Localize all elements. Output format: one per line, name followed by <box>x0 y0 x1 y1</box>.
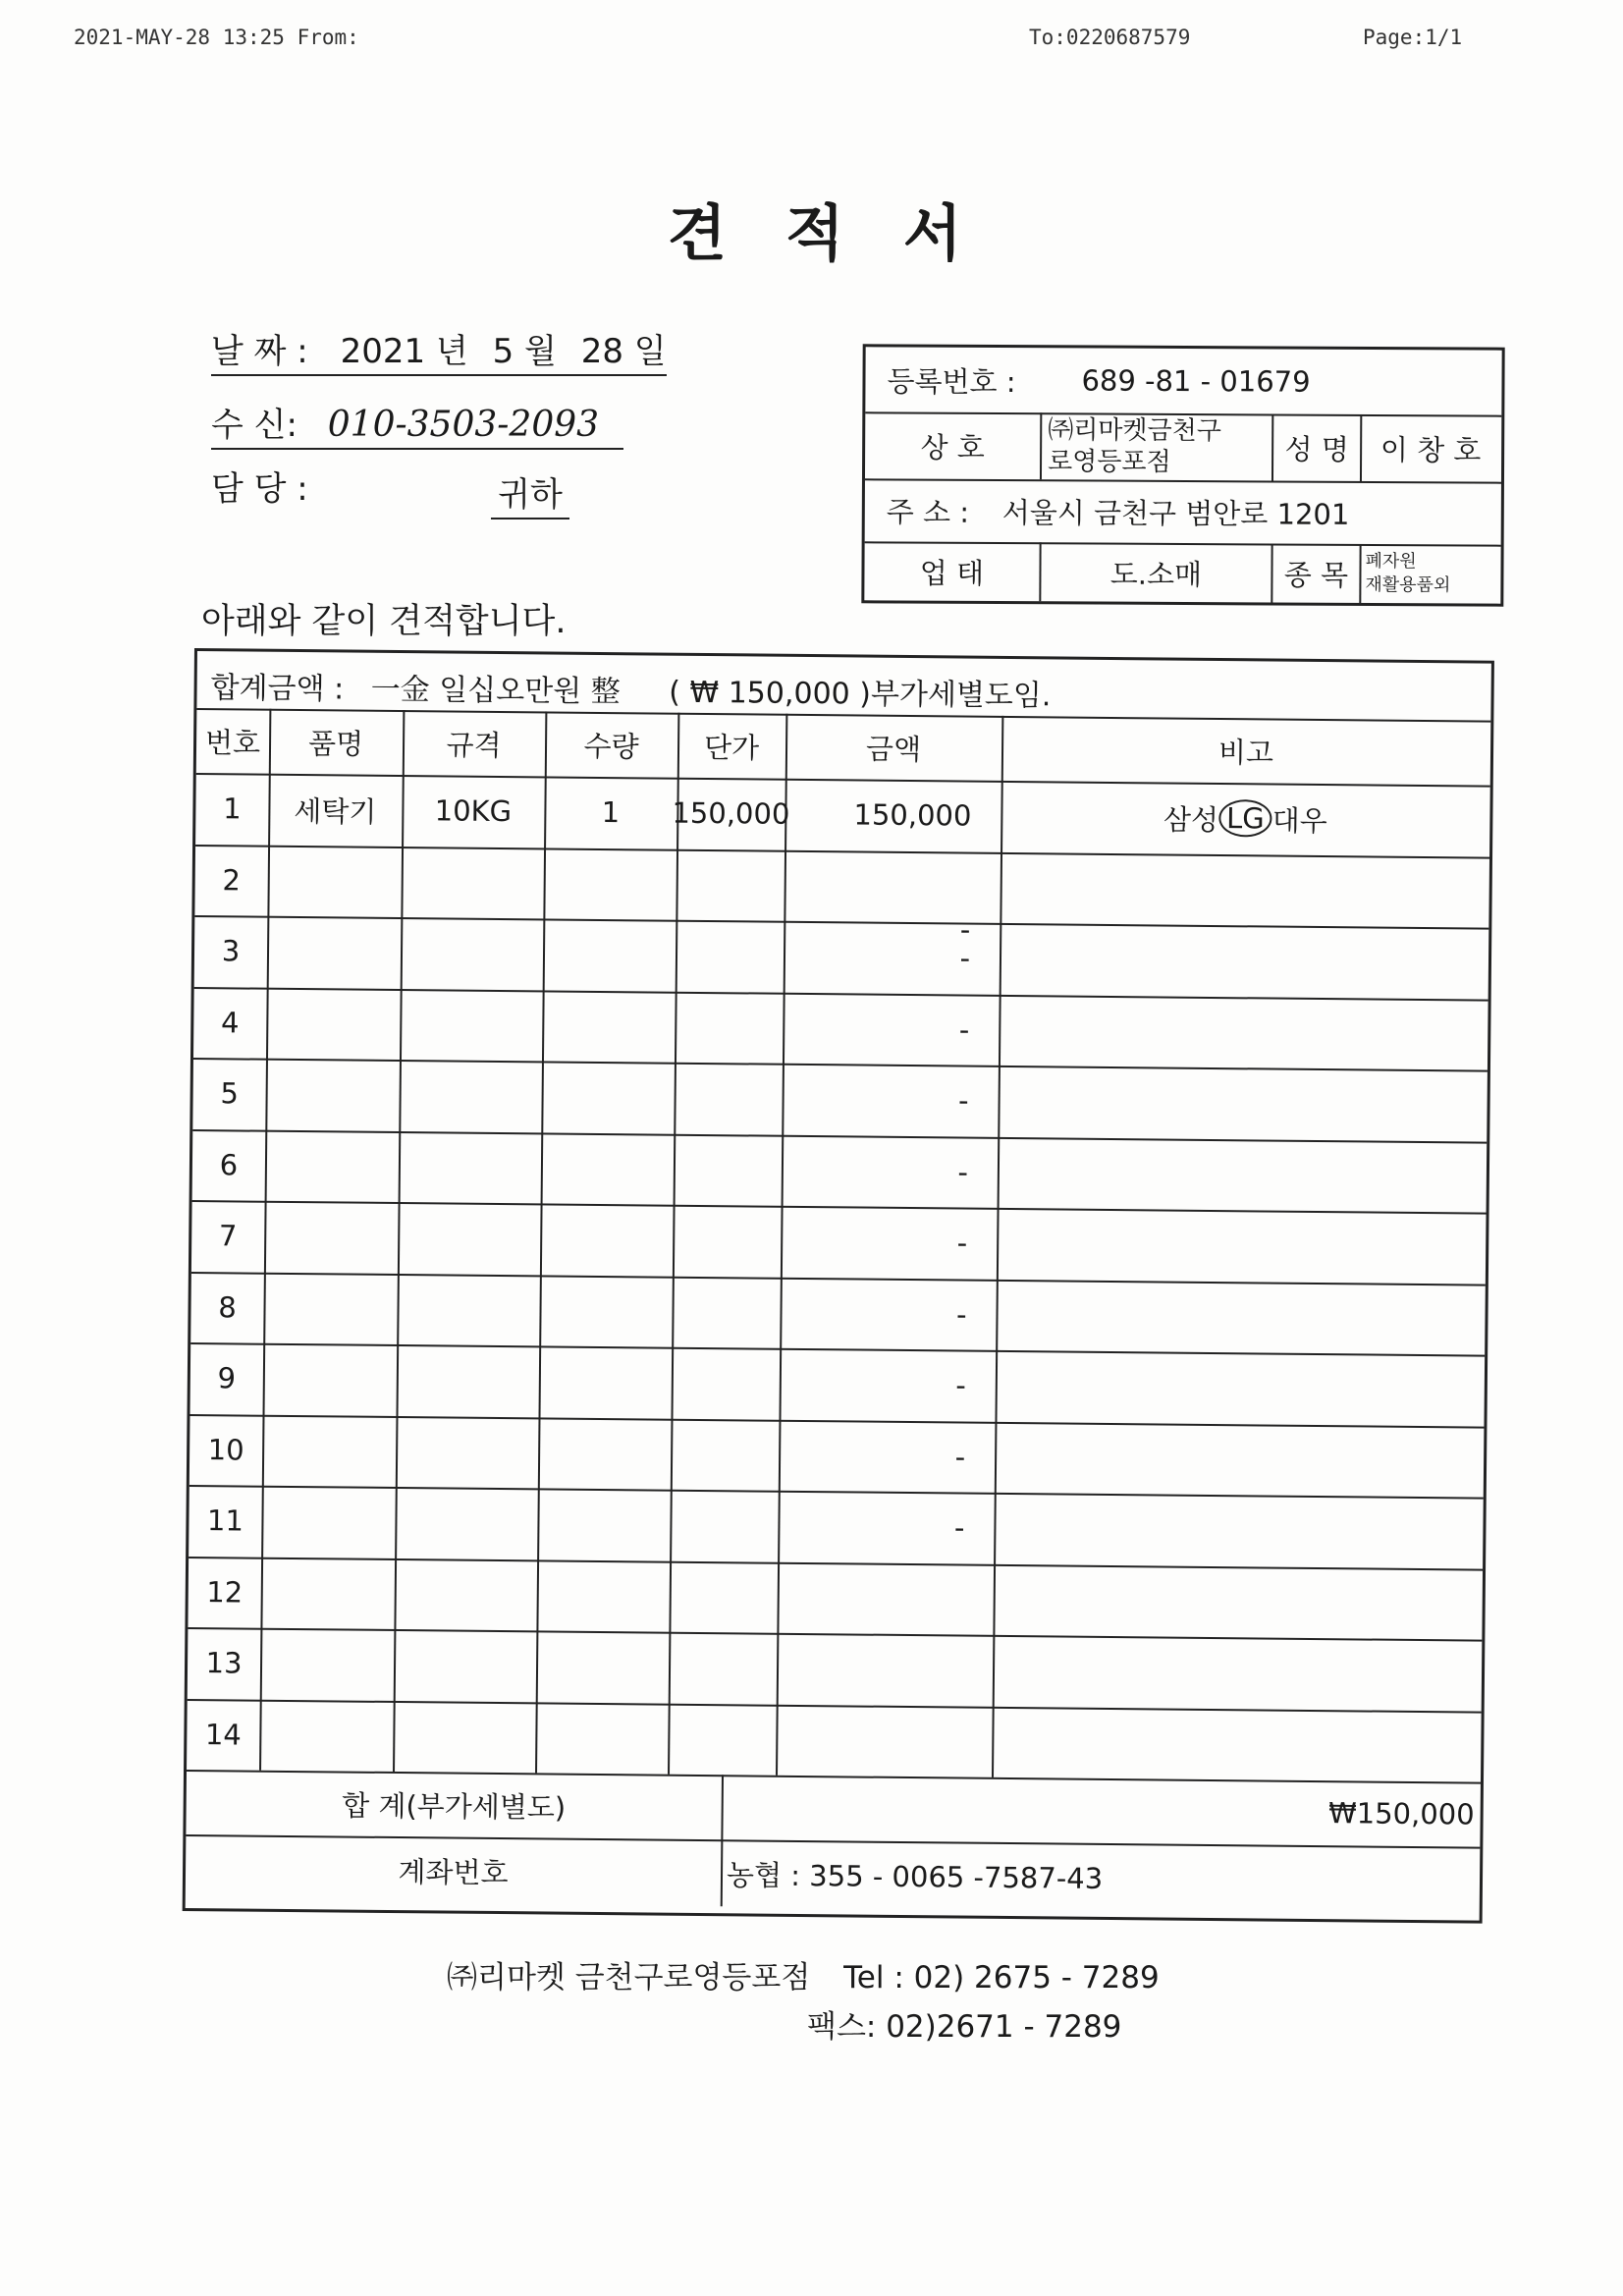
cell-unit: 150,000 <box>672 795 790 832</box>
biz-type: 도.소매 <box>1041 542 1272 602</box>
cell-no: 5 <box>220 1076 240 1111</box>
total-hangul: 一金 일십오만원 整 <box>370 672 621 710</box>
cell-amount: - <box>959 941 971 975</box>
address: 서울시 금천구 범안로 1201 <box>1001 495 1350 531</box>
column-header: 금액 <box>865 732 922 766</box>
rep-label: 성 명 <box>1273 413 1362 480</box>
date-month: 5 <box>492 332 514 371</box>
supplier-box <box>861 344 1504 606</box>
recipient-phone: 010-3503-2093 <box>327 405 600 445</box>
date-line <box>211 324 667 376</box>
cell-amount: - <box>957 1083 969 1118</box>
grid-line <box>668 713 679 1775</box>
rep-name: 이 창 호 <box>1380 432 1482 467</box>
supplier-row-reg <box>865 347 1501 416</box>
cell-no: 12 <box>206 1574 243 1610</box>
company-name-line2: 로영등포점 <box>1047 447 1171 477</box>
cell-amount: - <box>958 1012 970 1047</box>
fax-page: Page:1/1 <box>1363 26 1463 49</box>
cell-amount: - <box>955 1297 967 1332</box>
biz-label: 업 태 <box>864 541 1041 601</box>
quote-table <box>183 648 1494 1924</box>
cell-no: 14 <box>204 1717 242 1752</box>
cell-amount: - <box>956 1226 968 1260</box>
sum-label: 합 계(부가세별도) <box>342 1787 567 1825</box>
cell-amount <box>777 1633 994 1707</box>
supplier-row-biz <box>864 541 1500 603</box>
date-day: 28 <box>580 332 623 371</box>
supplier-row-name <box>865 411 1501 483</box>
cell-no: 3 <box>221 934 241 968</box>
reg-number: 689 -81 - 01679 <box>1081 363 1311 399</box>
cell-no: 2 <box>222 863 242 898</box>
item-type <box>1361 544 1498 604</box>
note-option: 삼성 <box>1163 802 1219 837</box>
recipient-line <box>211 398 623 450</box>
account-value: 농협 : 355 - 0065 -7587-43 <box>726 1857 1104 1895</box>
date-month-unit: 월 <box>524 332 557 371</box>
column-header: 번호 <box>204 725 261 760</box>
company-name <box>1042 412 1273 480</box>
total-bar <box>210 663 1051 714</box>
date-year-unit: 년 <box>435 332 468 371</box>
company-name-line1: ㈜리마켓금천구 <box>1048 415 1222 447</box>
cell-amount: 150,000 <box>853 797 972 833</box>
cell-amount: - <box>953 1510 965 1545</box>
cell-no: 10 <box>207 1432 244 1467</box>
contact-label: 담 당 : <box>211 469 308 509</box>
date-year: 2021 <box>340 332 426 371</box>
cell-note <box>1001 781 1490 856</box>
fax-to: To:0220687579 <box>1029 26 1191 49</box>
recipient-label: 수 신: <box>211 406 298 445</box>
grid-line <box>393 710 405 1772</box>
cell-amount <box>777 1561 994 1635</box>
column-header: 수량 <box>583 729 639 763</box>
fax-datetime: 2021-MAY-28 13:25 From: <box>74 26 359 49</box>
date-day-unit: 일 <box>633 332 667 371</box>
date-label: 날 짜 : <box>211 332 308 371</box>
footer-fax: 팩스: 02)2671 - 7289 <box>807 2009 1122 2045</box>
cell-amount: - <box>954 1440 966 1474</box>
cell-no: 13 <box>205 1646 243 1680</box>
cell-no: 11 <box>206 1503 244 1538</box>
supplier-row-addr <box>865 478 1501 546</box>
cell-no: 7 <box>218 1219 238 1253</box>
footer-company-line <box>447 1952 1160 1996</box>
item-type-line1: 폐자원 <box>1365 550 1417 573</box>
addr-label: 주 소 : <box>886 494 970 529</box>
contact-honorific: 귀하 <box>491 467 569 519</box>
cell-amount <box>776 1704 993 1777</box>
total-label: 합계금액 : <box>210 671 345 707</box>
cell-no: 6 <box>219 1148 239 1182</box>
cell-no: 4 <box>220 1006 240 1040</box>
intro-text: 아래와 같이 견적합니다. <box>201 602 567 641</box>
reg-label: 등록번호 : <box>887 363 1016 399</box>
cell-spec: 10KG <box>434 793 513 829</box>
cell-no: 9 <box>217 1361 237 1395</box>
column-header: 단가 <box>703 730 760 765</box>
cell-amount: - <box>955 1368 966 1402</box>
name-label: 상 호 <box>865 411 1042 479</box>
cell-amount-dash: - <box>959 912 971 947</box>
item-label: 종 목 <box>1272 543 1361 602</box>
note-option: 대우 <box>1271 803 1327 838</box>
grid-line <box>535 711 547 1773</box>
note-option-circled: LG <box>1218 799 1272 838</box>
footer-company: ㈜리마켓 금천구로영등포점 <box>447 1960 811 1995</box>
cell-no: 1 <box>223 792 242 826</box>
cell-amount: - <box>957 1155 969 1189</box>
cell-name: 세탁기 <box>294 793 377 829</box>
footer-tel: Tel : 02) 2675 - 7289 <box>843 1960 1160 1995</box>
total-figure: ( ₩ 150,000 )부가세별도임. <box>669 675 1052 714</box>
cell-qty: 1 <box>601 795 621 830</box>
sum-value: ₩150,000 <box>1327 1796 1475 1831</box>
cell-no: 8 <box>218 1290 237 1325</box>
item-type-line2: 재활용품외 <box>1365 574 1451 596</box>
column-header: 비고 <box>1217 735 1274 770</box>
document-title: 견적서 <box>668 197 1021 269</box>
column-header: 품명 <box>307 726 364 761</box>
column-header: 규격 <box>446 727 502 762</box>
account-label: 계좌번호 <box>398 1854 509 1889</box>
